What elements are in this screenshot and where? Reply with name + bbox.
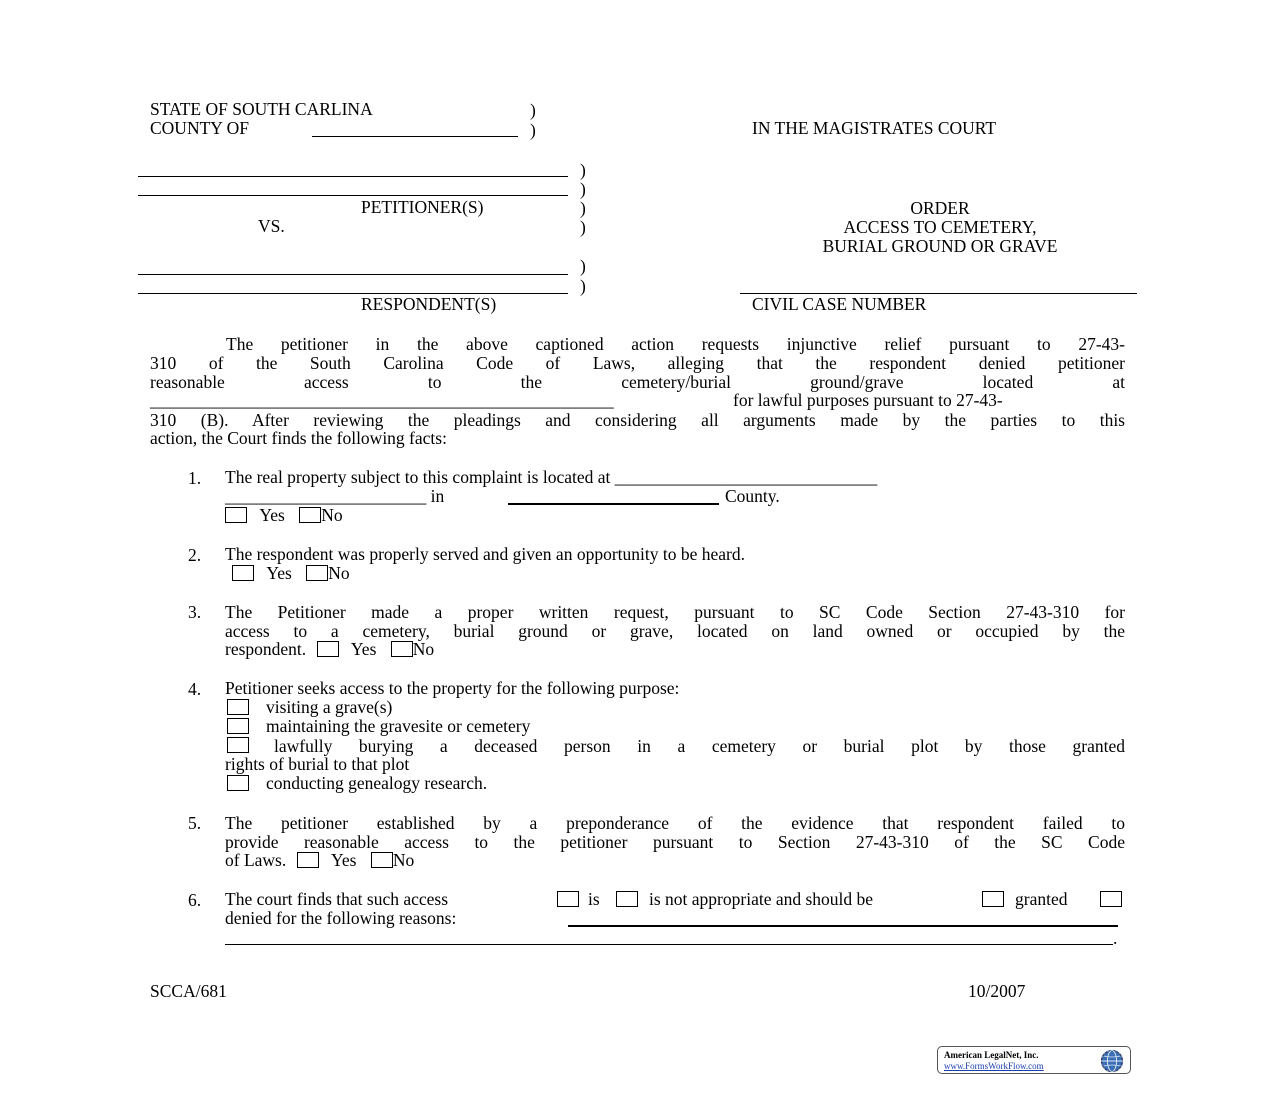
- county-word: County.: [725, 486, 780, 506]
- purpose-burying-label-cont: rights of burial to that plot: [225, 754, 410, 774]
- access-is-not-label: is not appropriate and should be: [649, 889, 874, 909]
- paren: ): [580, 198, 586, 218]
- yes-checkbox[interactable]: [317, 641, 339, 657]
- item-number: 2.: [188, 545, 202, 565]
- intro-line-6: action, the Court finds the following facts:: [150, 428, 447, 448]
- paren: ): [530, 120, 536, 140]
- petitioner-blank-2[interactable]: [138, 195, 568, 196]
- order-title: ORDER: [910, 198, 970, 218]
- order-subtitle-2: BURIAL GROUND OR GRAVE: [822, 236, 1058, 256]
- yes-label: Yes: [350, 639, 377, 659]
- intro-line-3: reasonable access to the cemetery/burial ground/grave located at: [150, 372, 1125, 392]
- intro-line-5: 310 (B). After reviewing the pleadings and considering all arguments made by the parties to this: [150, 410, 1125, 430]
- yes-checkbox[interactable]: [232, 565, 254, 581]
- item-2-answer: [232, 564, 350, 583]
- case-number-label: CIVIL CASE NUMBER: [752, 294, 927, 314]
- no-label: No: [328, 563, 350, 583]
- no-label: No: [412, 639, 435, 659]
- item-5-line-3: [225, 851, 414, 870]
- item-1-answer: [225, 506, 343, 525]
- purpose-maintaining-label: maintaining the gravesite or cemetery: [266, 716, 531, 736]
- item-3-line-3: [225, 640, 434, 659]
- purpose-maintaining-checkbox[interactable]: [227, 718, 249, 734]
- no-checkbox[interactable]: [371, 852, 393, 868]
- paren: ): [580, 179, 586, 199]
- access-is-label: is: [588, 889, 600, 909]
- petitioner-label: PETITIONER(S): [361, 197, 484, 217]
- no-checkbox[interactable]: [391, 641, 413, 657]
- item-5-line-2: provide reasonable access to the petitioner pursuant to Section 27-43-310 of the SC Code: [225, 832, 1125, 852]
- county-blank[interactable]: [312, 136, 518, 137]
- order-subtitle-1: ACCESS TO CEMETERY,: [843, 217, 1037, 237]
- no-checkbox[interactable]: [299, 507, 321, 523]
- granted-checkbox[interactable]: [982, 891, 1004, 907]
- access-is-checkbox[interactable]: [557, 891, 579, 907]
- vendor-logo[interactable]: [937, 1046, 1131, 1074]
- item-number: 1.: [188, 468, 202, 488]
- item-5-text: of Laws.: [225, 850, 287, 870]
- petitioner-blank-1[interactable]: [138, 176, 568, 177]
- purpose-burying-checkbox[interactable]: [227, 737, 249, 753]
- item-number: 3.: [188, 602, 202, 622]
- vendor-name: American LegalNet, Inc.: [944, 1050, 1039, 1060]
- paren: ): [580, 276, 586, 296]
- item-number: 5.: [188, 813, 202, 833]
- vendor-url[interactable]: www.FormsWorkFlow.com: [944, 1061, 1044, 1071]
- granted-label: granted: [1015, 889, 1068, 909]
- purpose-visiting-checkbox[interactable]: [227, 699, 249, 715]
- item-1-line-1: The real property subject to this complaint is located at ______________________________: [225, 467, 878, 487]
- item-number: 6.: [188, 890, 202, 910]
- paren: ): [530, 100, 536, 120]
- yes-label: Yes: [330, 850, 357, 870]
- yes-checkbox[interactable]: [297, 852, 319, 868]
- denied-checkbox[interactable]: [1100, 891, 1122, 907]
- state-line: STATE OF SOUTH CARLINA: [150, 99, 373, 119]
- item-4-line-1: Petitioner seeks access to the property for the following purpose:: [225, 678, 680, 698]
- yes-checkbox[interactable]: [225, 507, 247, 523]
- form-id: SCCA/681: [150, 981, 227, 1001]
- county-label: COUNTY OF: [150, 118, 250, 138]
- court-name: IN THE MAGISTRATES COURT: [752, 118, 997, 138]
- respondent-blank-1[interactable]: [138, 274, 568, 275]
- no-label: No: [392, 850, 415, 870]
- versus-label: VS.: [258, 216, 285, 236]
- reasons-blank-2[interactable]: [225, 944, 1113, 945]
- paren: ): [580, 160, 586, 180]
- access-is-not-checkbox[interactable]: [616, 891, 638, 907]
- item-6-line-2: denied for the following reasons:: [225, 908, 457, 928]
- no-label: No: [321, 505, 343, 525]
- purpose-visiting-label: visiting a grave(s): [266, 697, 393, 717]
- respondent-blank-2[interactable]: [138, 293, 568, 294]
- reasons-period: .: [1113, 928, 1118, 948]
- form-date: 10/2007: [968, 981, 1026, 1001]
- globe-icon: [1100, 1049, 1124, 1073]
- paren: ): [580, 256, 586, 276]
- item-1-line-2: _______________________ in: [225, 486, 445, 506]
- yes-label: Yes: [259, 505, 285, 525]
- item-3-line-1: The Petitioner made a proper written request, pursuant to SC Code Section 27-43-310 for: [225, 602, 1125, 622]
- yes-label: Yes: [266, 563, 292, 583]
- purpose-genealogy-checkbox[interactable]: [227, 775, 249, 791]
- intro-line-2: 310 of the South Carolina Code of Laws, alleging that the respondent denied petitioner: [150, 353, 1125, 373]
- intro-line-1: The petitioner in the above captioned action requests injunctive relief pursuant to 27-43-: [226, 334, 1125, 354]
- intro-line-4: for lawful purposes pursuant to 27-43-: [733, 390, 1003, 410]
- purpose-genealogy-label: conducting genealogy research.: [266, 773, 488, 793]
- no-checkbox[interactable]: [306, 565, 328, 581]
- respondent-label: RESPONDENT(S): [361, 294, 497, 314]
- item-6-line-1: The court finds that such access: [225, 889, 449, 909]
- county-name-blank[interactable]: [508, 503, 719, 505]
- item-3-text: respondent.: [225, 639, 307, 659]
- item-3-line-2: access to a cemetery, burial ground or grave, located on land owned or occupied by the: [225, 621, 1125, 641]
- item-number: 4.: [188, 679, 202, 699]
- paren: ): [580, 217, 586, 237]
- item-5-line-1: The petitioner established by a preponderance of the evidence that respondent failed to: [225, 813, 1125, 833]
- purpose-burying-label: lawfully burying a deceased person in a cemetery or burial plot by those granted: [274, 736, 1125, 756]
- reasons-blank-1[interactable]: [568, 925, 1118, 927]
- item-2-line-1: The respondent was properly served and given an opportunity to be heard.: [225, 544, 745, 564]
- location-blank[interactable]: _____________________________________________________: [150, 390, 614, 410]
